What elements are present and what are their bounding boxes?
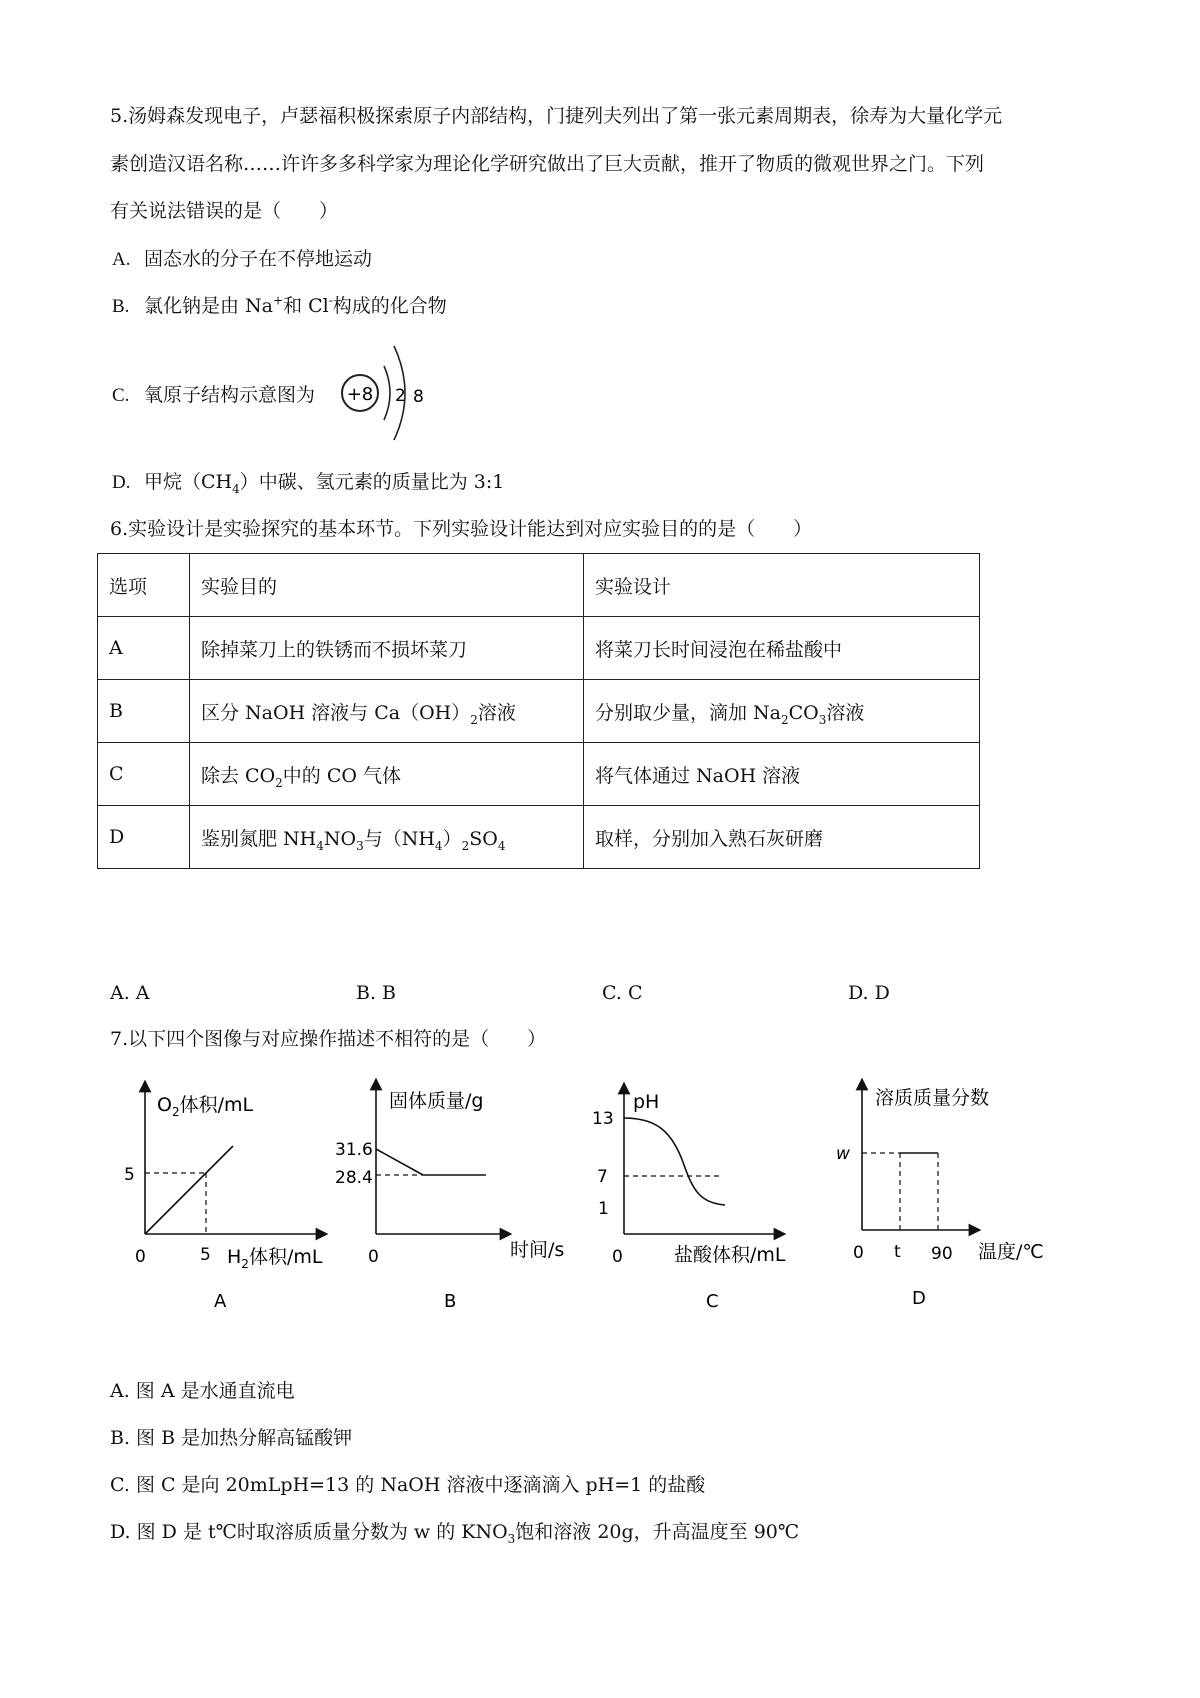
graph-b-y-tick-low: 28.4 [335,1168,373,1188]
row-b-design-text-3: 溶液 [826,701,865,724]
graph-b-caption: B [444,1291,457,1312]
table-row [98,806,980,869]
row-a-option: A [98,617,190,680]
q5-stem-line3: 有关说法错误的是（ ） [110,200,339,222]
table-row [98,743,980,806]
graph-d-caption: D [912,1288,926,1309]
electron-shell-1-arc [384,366,390,420]
graph-c-y-tick-1: 1 [598,1199,609,1219]
graph-a-y-tick: 5 [124,1165,135,1185]
row-b-purpose [190,680,584,743]
row-c-purpose [190,743,584,806]
row-b-purpose-sub: 2 [470,712,478,727]
graph-c-caption: C [706,1291,719,1312]
q5-option-c-label: C. [112,385,130,406]
q7-graphs [0,1060,1200,1320]
q5-option-b-text-2: 和 Cl [283,295,329,317]
graph-a-line [145,1146,233,1234]
q5-option-d-sub: 4 [232,481,240,496]
graph-d-x-tick-90: 90 [931,1244,953,1264]
q5-option-b-text-1: 氯化钠是由 Na [144,295,273,317]
q7-option-d-sub: 3 [507,1531,516,1546]
header-option: 选项 [98,554,190,617]
q6-table [97,553,980,869]
q5-option-d-text-1: 甲烷（CH [144,471,233,493]
graph-c-x-label: 盐酸体积/mL [674,1244,786,1266]
q6-choice-c: C. C [602,982,643,1004]
row-d-purpose-text-2: NO [323,827,357,850]
header-design: 实验设计 [584,554,980,617]
row-a-design: 将菜刀长时间浸泡在稀盐酸中 [584,617,980,680]
row-d-purpose-text-4: ） [442,827,462,850]
row-d-design: 取样，分别加入熟石灰研磨 [584,806,980,869]
row-d-option: D [98,806,190,869]
table-row [98,680,980,743]
graph-b-y-label: 固体质量/g [389,1090,484,1112]
graph-a-y-label: $O_2$体积/mL [157,1094,254,1119]
q5-option-b [112,293,447,320]
q5-option-a [112,246,372,273]
row-a-purpose: 除掉菜刀上的铁锈而不损坏菜刀 [190,617,584,680]
graph-a-origin: 0 [135,1247,146,1267]
row-d-purpose [190,806,584,869]
q7-option-b: B. 图 B 是加热分解高锰酸钾 [110,1427,353,1449]
q5-option-b-label: B. [112,296,130,317]
graph-c-y-tick-7: 7 [597,1167,608,1187]
q5-option-b-sup-2: - [328,293,333,308]
q7-option-a: A. 图 A 是水通直流电 [110,1380,295,1402]
row-b-option: B [98,680,190,743]
q7-option-d-text-2: 饱和溶液 20g，升高温度至 90℃ [515,1521,800,1543]
graph-b-y-tick-high: 31.6 [335,1140,373,1160]
q5-option-c [112,382,315,409]
graph-c-y-tick-13: 13 [592,1109,614,1129]
q7-option-c: C. 图 C 是向 20mLpH=13 的 NaOH 溶液中逐滴滴入 pH=1 的盐酸 [110,1474,706,1496]
q6-stem: 6.实验设计是实验探究的基本环节。下列实验设计能达到对应实验目的的是（ ） [110,518,813,540]
graph-b-origin: 0 [368,1247,379,1267]
q5-stem-line1: 5.汤姆森发现电子，卢瑟福积极探索原子内部结构，门捷列夫列出了第一张元素周期表，徐寿为大量化学元 [110,105,1003,127]
graph-b-x-label: 时间/s [510,1239,565,1261]
row-b-design-sub-1: 2 [781,712,789,727]
row-c-purpose-text-2: 中的 CO 气体 [282,764,401,787]
graph-d-y-tick-w: w [836,1144,850,1164]
table-row [98,617,980,680]
electron-shell-2-count: 8 [413,387,424,407]
row-b-design-text-2: CO [788,701,819,724]
row-b-purpose-text-2: 溶液 [477,701,516,724]
row-b-design-sub-2: 3 [818,712,827,727]
graph-d-y-label: 溶质质量分数 [875,1087,990,1109]
q6-choice-d: D. D [848,982,890,1004]
graph-c-y-label: pH [633,1091,660,1113]
q5-option-d-label: D. [112,472,131,493]
row-b-design [584,680,980,743]
q5-option-a-text: 固态水的分子在不停地运动 [144,248,373,270]
row-d-purpose-sub-3: 4 [434,838,443,853]
row-d-purpose-text-3: 与（NH [363,827,435,850]
q7-option-d [110,1519,799,1545]
graph-d-x-label: 温度/℃ [978,1241,1044,1263]
graph-b [335,1084,564,1312]
q5-option-a-label: A. [112,249,131,270]
q7-stem: 7.以下四个图像与对应操作描述不相符的是（ ） [110,1028,547,1050]
row-c-purpose-text-1: 除去 CO [201,764,276,787]
row-b-purpose-text-1: 区分 NaOH 溶液与 Ca（OH） [201,701,471,724]
electron-shell-1-count: 2 [395,386,406,406]
graph-a [124,1086,323,1312]
q5-option-b-text-3: 构成的化合物 [332,295,447,317]
row-c-option: C [98,743,190,806]
q6-choice-b: B. B [356,982,397,1004]
q5-option-d [112,469,504,496]
row-d-purpose-sub-1: 4 [316,838,324,853]
graph-c [592,1088,786,1312]
nucleus-charge: +8 [346,384,374,405]
row-b-design-text-1: 分别取少量，滴加 Na [595,701,781,724]
q5-stem-line2: 素创造汉语名称……许许多多科学家为理论化学研究做出了巨大贡献，推开了物质的微观世界之门。下列 [110,153,985,175]
table-header-row [98,554,980,617]
graph-d-origin: 0 [853,1243,864,1263]
row-d-purpose-text-5: SO [469,827,498,850]
row-d-purpose-sub-2: 3 [356,838,364,853]
graph-d [836,1084,1044,1309]
row-c-purpose-sub: 2 [275,775,283,790]
graph-d-x-tick-t: t [894,1242,901,1262]
q5-option-c-text: 氧原子结构示意图为 [144,384,316,406]
row-c-design: 将气体通过 NaOH 溶液 [584,743,980,806]
q5-option-d-text-2: ）中碳、氢元素的质量比为 3:1 [239,471,505,493]
graph-a-caption: A [214,1291,227,1312]
row-d-purpose-sub-4: 2 [461,838,470,853]
q7-option-d-text-1: D. 图 D 是 t℃时取溶质质量分数为 w 的 KNO [110,1521,508,1543]
graph-a-x-label: $H_2$体积/mL [227,1246,323,1271]
graph-c-curve [624,1118,725,1205]
graph-b-decreasing-segment [376,1149,423,1175]
oxygen-atom-structure-diagram [336,342,426,447]
graph-c-origin: 0 [612,1247,623,1267]
row-d-purpose-sub-5: 4 [497,838,506,853]
q6-choice-a: A. A [110,982,150,1004]
header-purpose: 实验目的 [190,554,584,617]
graph-a-x-tick: 5 [200,1245,211,1265]
q5-option-b-sup-1: + [273,293,284,308]
row-d-purpose-text-1: 鉴别氮肥 NH [201,827,317,850]
